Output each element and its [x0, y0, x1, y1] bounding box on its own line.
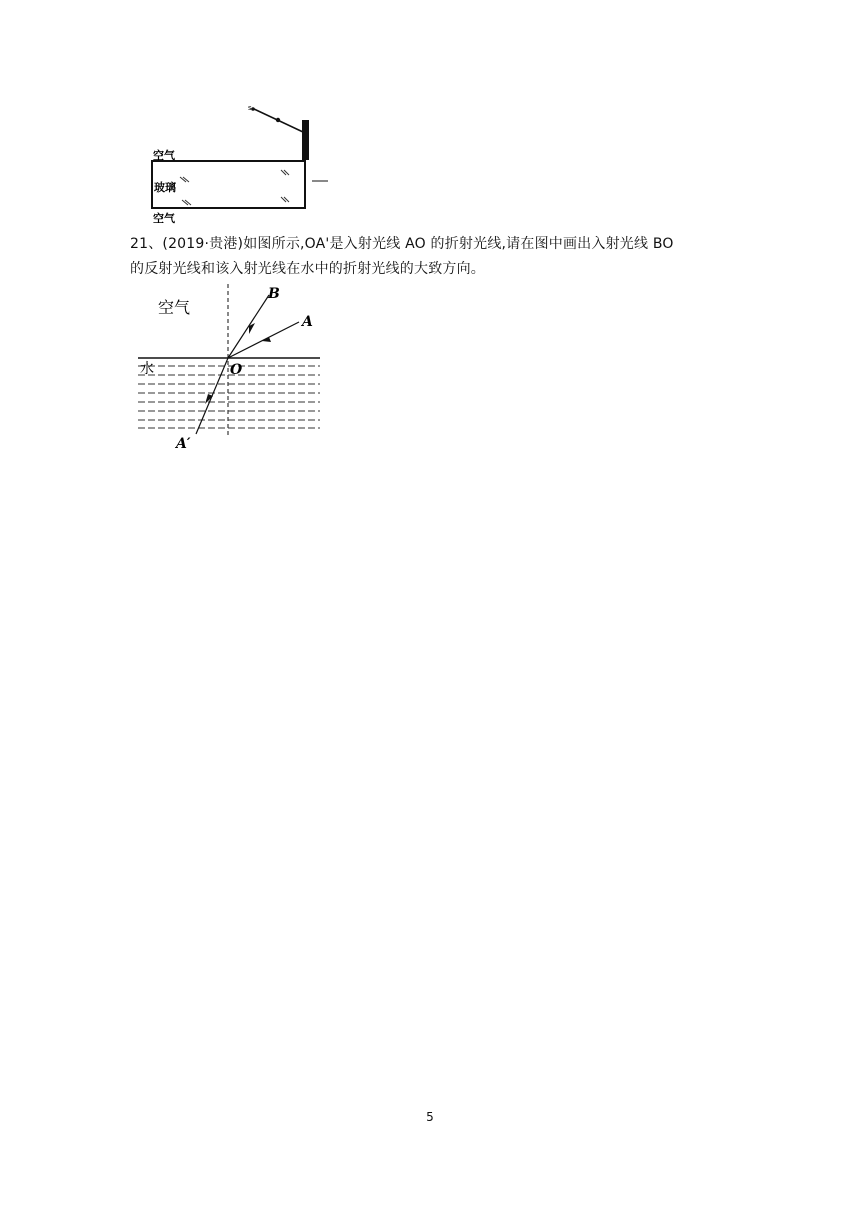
plane-mirror	[302, 120, 309, 160]
label-air: 空气	[158, 298, 191, 317]
ray-arrow-dot	[276, 118, 280, 122]
label-A: A	[302, 314, 313, 330]
refraction-figure	[130, 282, 330, 454]
page-number: 5	[426, 1110, 434, 1124]
ray-AO	[228, 322, 299, 358]
water-hatching	[138, 366, 320, 428]
label-A-prime: A′	[176, 436, 191, 452]
glass-block-figure	[140, 100, 350, 228]
label-O: O	[230, 362, 243, 378]
ray-BO	[228, 295, 269, 358]
label-B: B	[268, 286, 280, 302]
label-s: s	[248, 104, 252, 112]
label-air-bottom: 空气	[153, 212, 175, 225]
glass-hatch-marks	[180, 170, 289, 205]
question-21	[130, 232, 730, 282]
label-glass: 玻璃	[154, 181, 176, 194]
question-line-2: 的反射光线和该入射光线在水中的折射光线的大致方向。	[130, 261, 485, 277]
label-air-top: 空气	[153, 149, 175, 162]
label-water: 水	[140, 361, 154, 377]
point-s	[251, 107, 255, 111]
question-line-1: 21、(2019·贵港)如图所示,OA'是入射光线 AO 的折射光线,请在图中画出入射光线 BO	[130, 236, 674, 252]
